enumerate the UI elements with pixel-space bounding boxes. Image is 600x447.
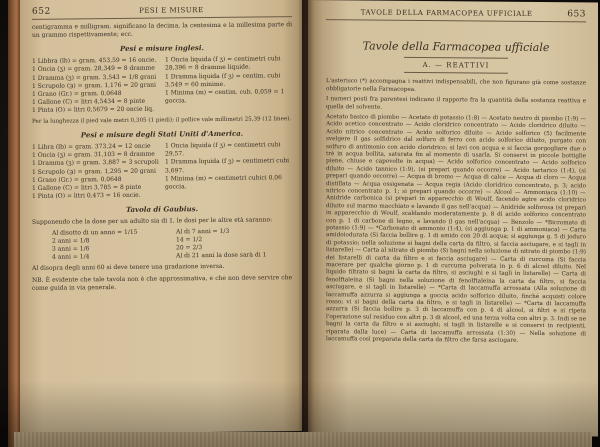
english-left-column xyxy=(32,57,159,115)
gaubius-after: Al disopra degli anni 60 si deve tenere una gradazione inversa. xyxy=(32,263,225,273)
english-right-column xyxy=(165,56,292,114)
gaubius-row: 2 anni = 1/8 xyxy=(52,237,90,245)
left-page xyxy=(20,0,302,434)
usa-right-column xyxy=(165,141,292,199)
gaubius-row: Al di 21 anni la dose sarà di 1 xyxy=(176,251,267,260)
english-measure-line: 1 Gallone (C) = litri 4,5434 = 8 pinte xyxy=(32,97,146,106)
usa-measure-line: 3,697. xyxy=(165,166,185,174)
usa-measure-line: 1 Grano (Gr.) = gram. 0,0648 xyxy=(32,175,122,184)
gaubius-nb: NB. È evidente che tale tavola non è che approssimativa, e che non deve servire che come guida in via generale. xyxy=(32,273,292,292)
right-page xyxy=(308,0,598,437)
usa-measure-line: goccia. xyxy=(165,182,187,191)
book-gutter xyxy=(298,0,314,434)
english-table xyxy=(32,56,292,115)
usa-measure-line: 1 Dramma liquida (f ʒ) = centimetri cubi xyxy=(165,157,290,166)
english-section-title: Pesi e misure inglesi. xyxy=(120,43,204,54)
right-page-title: Tavole della Farmacopea ufficiale xyxy=(362,39,550,55)
usa-measure-line: 1 Scrupolo (℈) = gram. 1,295 = 20 grani xyxy=(32,167,156,176)
gaubius-row: Al disotto di un anno = 1/15 xyxy=(52,228,138,237)
gaubius-title: Tavola di Gaubius. xyxy=(125,204,199,214)
english-measure-line: 28,396 = 8 dramme liquide. xyxy=(165,64,251,72)
english-measure-line: 1 Pinta (O) = litri 0,5679 = 20 oncie liq. xyxy=(32,105,155,114)
right-running-head xyxy=(326,8,586,18)
ratio-note: I numeri posti fra parentesi indicano il rapporto fra la quantità della sostanza reattiva e quella del solvente. xyxy=(326,96,586,111)
left-page-number: 652 xyxy=(32,6,51,17)
gaubius-row: Al di 7 anni = 1/3 xyxy=(176,227,230,236)
english-measure-line: 1 Oncia (ʒ) = gram. 28,349 = 8 dramme xyxy=(32,65,155,74)
right-page-number: 653 xyxy=(567,9,586,20)
open-book xyxy=(8,0,598,447)
usa-left-column xyxy=(32,143,159,201)
english-measure-line: 1 Dramma (ʒ) = gram. 3,543 = 1/8 grani xyxy=(32,73,157,82)
english-measure-line: 1 Minima (m) = centim. cub. 0,059 = 1 xyxy=(165,87,285,97)
gaubius-row: 14 = 1/2 xyxy=(176,236,203,244)
gaubius-row: 3 anni = 1/6 xyxy=(52,245,90,253)
english-measure-line: 3,549 = 60 minime. xyxy=(165,80,226,89)
gaubius-intro: Supponendo che la dose per un adulto sia di 1, le dosi per le altre età saranno: xyxy=(32,216,273,226)
book-edge-bottom xyxy=(14,432,592,447)
usa-section-title: Pesi e misure degli Stati Uniti d'America. xyxy=(80,128,244,140)
book-edge-left xyxy=(8,0,20,447)
english-measure-line: 1 Dramma liquida (f ʒ) = centim. cubi xyxy=(165,71,281,81)
gaubius-row: 4 anni = 1/4 xyxy=(52,253,90,262)
right-running-title: TAVOLE DELLA FARMACOPEA UFFICIALE xyxy=(360,8,533,18)
usa-measure-line: 1 Gallone (C) = litri 3,785 = 8 pinte xyxy=(32,183,142,192)
left-intro: centigramma e milligram. significano la decima, la centesima e la millesima parte di un grammo rispettivamente; ecc. xyxy=(32,21,292,40)
usa-measure-line: 1 Dramma (ʒ) = gram. 3,887 = 3 scrupoli xyxy=(32,158,159,168)
usa-measure-line: 1 Oncia (ʒ) = gram. 31,103 = 8 dramme xyxy=(32,150,155,160)
english-measure-line: 1 Scrupolo (℈) = gram. 1,176 = 20 grani xyxy=(32,81,156,90)
right-head-rule xyxy=(326,19,586,22)
english-measure-line: 1 Oncia liquida (f ʒ) = centimetri cubi xyxy=(165,55,281,64)
usa-measure-line: 1 Libra (lb) = gram. 373,24 = 12 oncie xyxy=(32,142,151,152)
reattivi-label: A. — REATTIVI xyxy=(422,61,490,70)
gaubius-row: 20 = 2/3 xyxy=(176,244,203,252)
usa-measure-line: 1 Pinta (O) = litri 0,473 = 16 oncie. xyxy=(32,191,141,200)
left-head-rule xyxy=(32,16,292,20)
asterisk-note: L'asterisco (*) accompagna i reattivi indispensabili, che non figurano già come sostanze obbligatorie nella Farmacopea. xyxy=(326,78,586,93)
left-running-head xyxy=(32,5,292,16)
english-measure-line: goccia. xyxy=(165,97,187,105)
left-running-title: PESI E MISURE xyxy=(139,6,204,15)
usa-measure-line: 29,57. xyxy=(165,150,185,158)
usa-measure-line: 1 Minima (m) = centimetri cubici 0,06 xyxy=(165,173,282,183)
gaubius-table xyxy=(52,227,292,262)
english-measure-line: 1 Grano (Gr.) = gram. 0,0648 xyxy=(32,89,122,98)
english-measure-line: 1 Libbra (lb) = gram. 453,59 = 16 oncie. xyxy=(32,56,157,66)
reattivi-heading xyxy=(326,56,586,74)
reagents-list: Acetato basico di piombo — Acetato di potassio (1:8) — Acetato neutro di piombo (1:9) — Acido acetico concentrato — Acido cloridrico concentrato — Acido cloridrico diluito — Acido nitrico concentrato — Acido solforico diluito — Acido solforico (5) facilmente svelgere il gas solfidrico dal solfuro di ferro con acido solforico diluito, purgato con solfuro di antimonio con acido cloridrico; si lavi con acqua e si faccia gorgogliare due o trè in acqua bollita, saturata fin al momento di usarla. Si conservi in piccole bottiglie piene, chiuse e capovolte in acqua) — Acido solforico concentrato — Acido solforico diluito — Acido tannico (1:9), (si prepari quando occorre) — Acido tartarico (1:4), (si prepari quando occorre) — Acqua di bromo — Acqua di calce — Acqua di cloro — Acqua distillata — Acqua ossigenata — Acqua regia (Acido cloridrico concentrato, p. 3; acido nitrico concentrato p. 1; si prepari quando occorre) — Alcool — Ammoniaca (1:10) — Anidride carbonica (si prepari in apparecchio di Woulf, facendo agire acido cloridrico diluito sul marmo macchiato e lavando il gas nell'acqua) — Anidride solforosa (si prepari in apparecchio di Woulf, scaldando moderatamente p. 8 di acido solforico concentrato con p. 1 di carbone di legno, e lavando il gas nell'acqua) — Benzolo — *Bicromato di potassio (1:9) — *Carbonato di ammonio (1:4), (si aggiunga p. 1 di ammoniaca) — Carta amidoiodurata (Si faccia bollire g. 1 di amido con 20 di acqua; si aggiunga g. 5 di joduro di potassio; nella soluzione si bagni della carta da filtro, si faccia asciugare, e si tagli in listarelle) — Carta al nitrato di piombo (Si bagni nella soluzione di nitrato di piombo (1:9) dei listarelli di carta da filtro e si faccia asciugare) — Carta di curcuma (Si faccia macerare per qualche giorno p. 1 di curcuma polverata in p. 6 di alcool diluito. Nel liquido filtrato si bagni la carta da filtro, si asciughi e si tagli in listarelle) — Carta di fenolftaleina (Si bagni nella soluzione di fenolftaleina la carta da filtro, si faccia asciugare, e si tagli in listarelle) — *Carta di laccamuffa arrossata (Alla soluzione di laccamuffa azzurra si aggiunga a goccia acido solforico diluito, finché acquisti colore rosso; vi si bagni della carta da filtro, e si tagli in listarelle) — *Carta di laccamuffa azzurra (Si faccia bollire p. 3 di laccamuffa con p. 4 di alcool, si filtri e si ripeta l'operazione sul residuo con altri p. 3 di alcool, ed una terza volta con altri p. 3. Indi se ne bagni la carta da filtro e si asciughi; si tagli in listarelle e si conservi in recipienti, riparata dalla luce) — Carta di laccamuffa arrossata (1:30) — Nella soluzione di laccamuffa così preparata della carta da filtro che farsa asciugare. xyxy=(326,114,586,344)
english-note: Per la lunghezza il pied vale metri 0,305 (1 piedi); il pollice vale millimetri 25,39 (12 linee). xyxy=(32,116,292,125)
usa-table xyxy=(32,141,292,200)
usa-measure-line: 1 Oncia liquida (f ʒ) = centimetri cubi xyxy=(165,141,281,150)
